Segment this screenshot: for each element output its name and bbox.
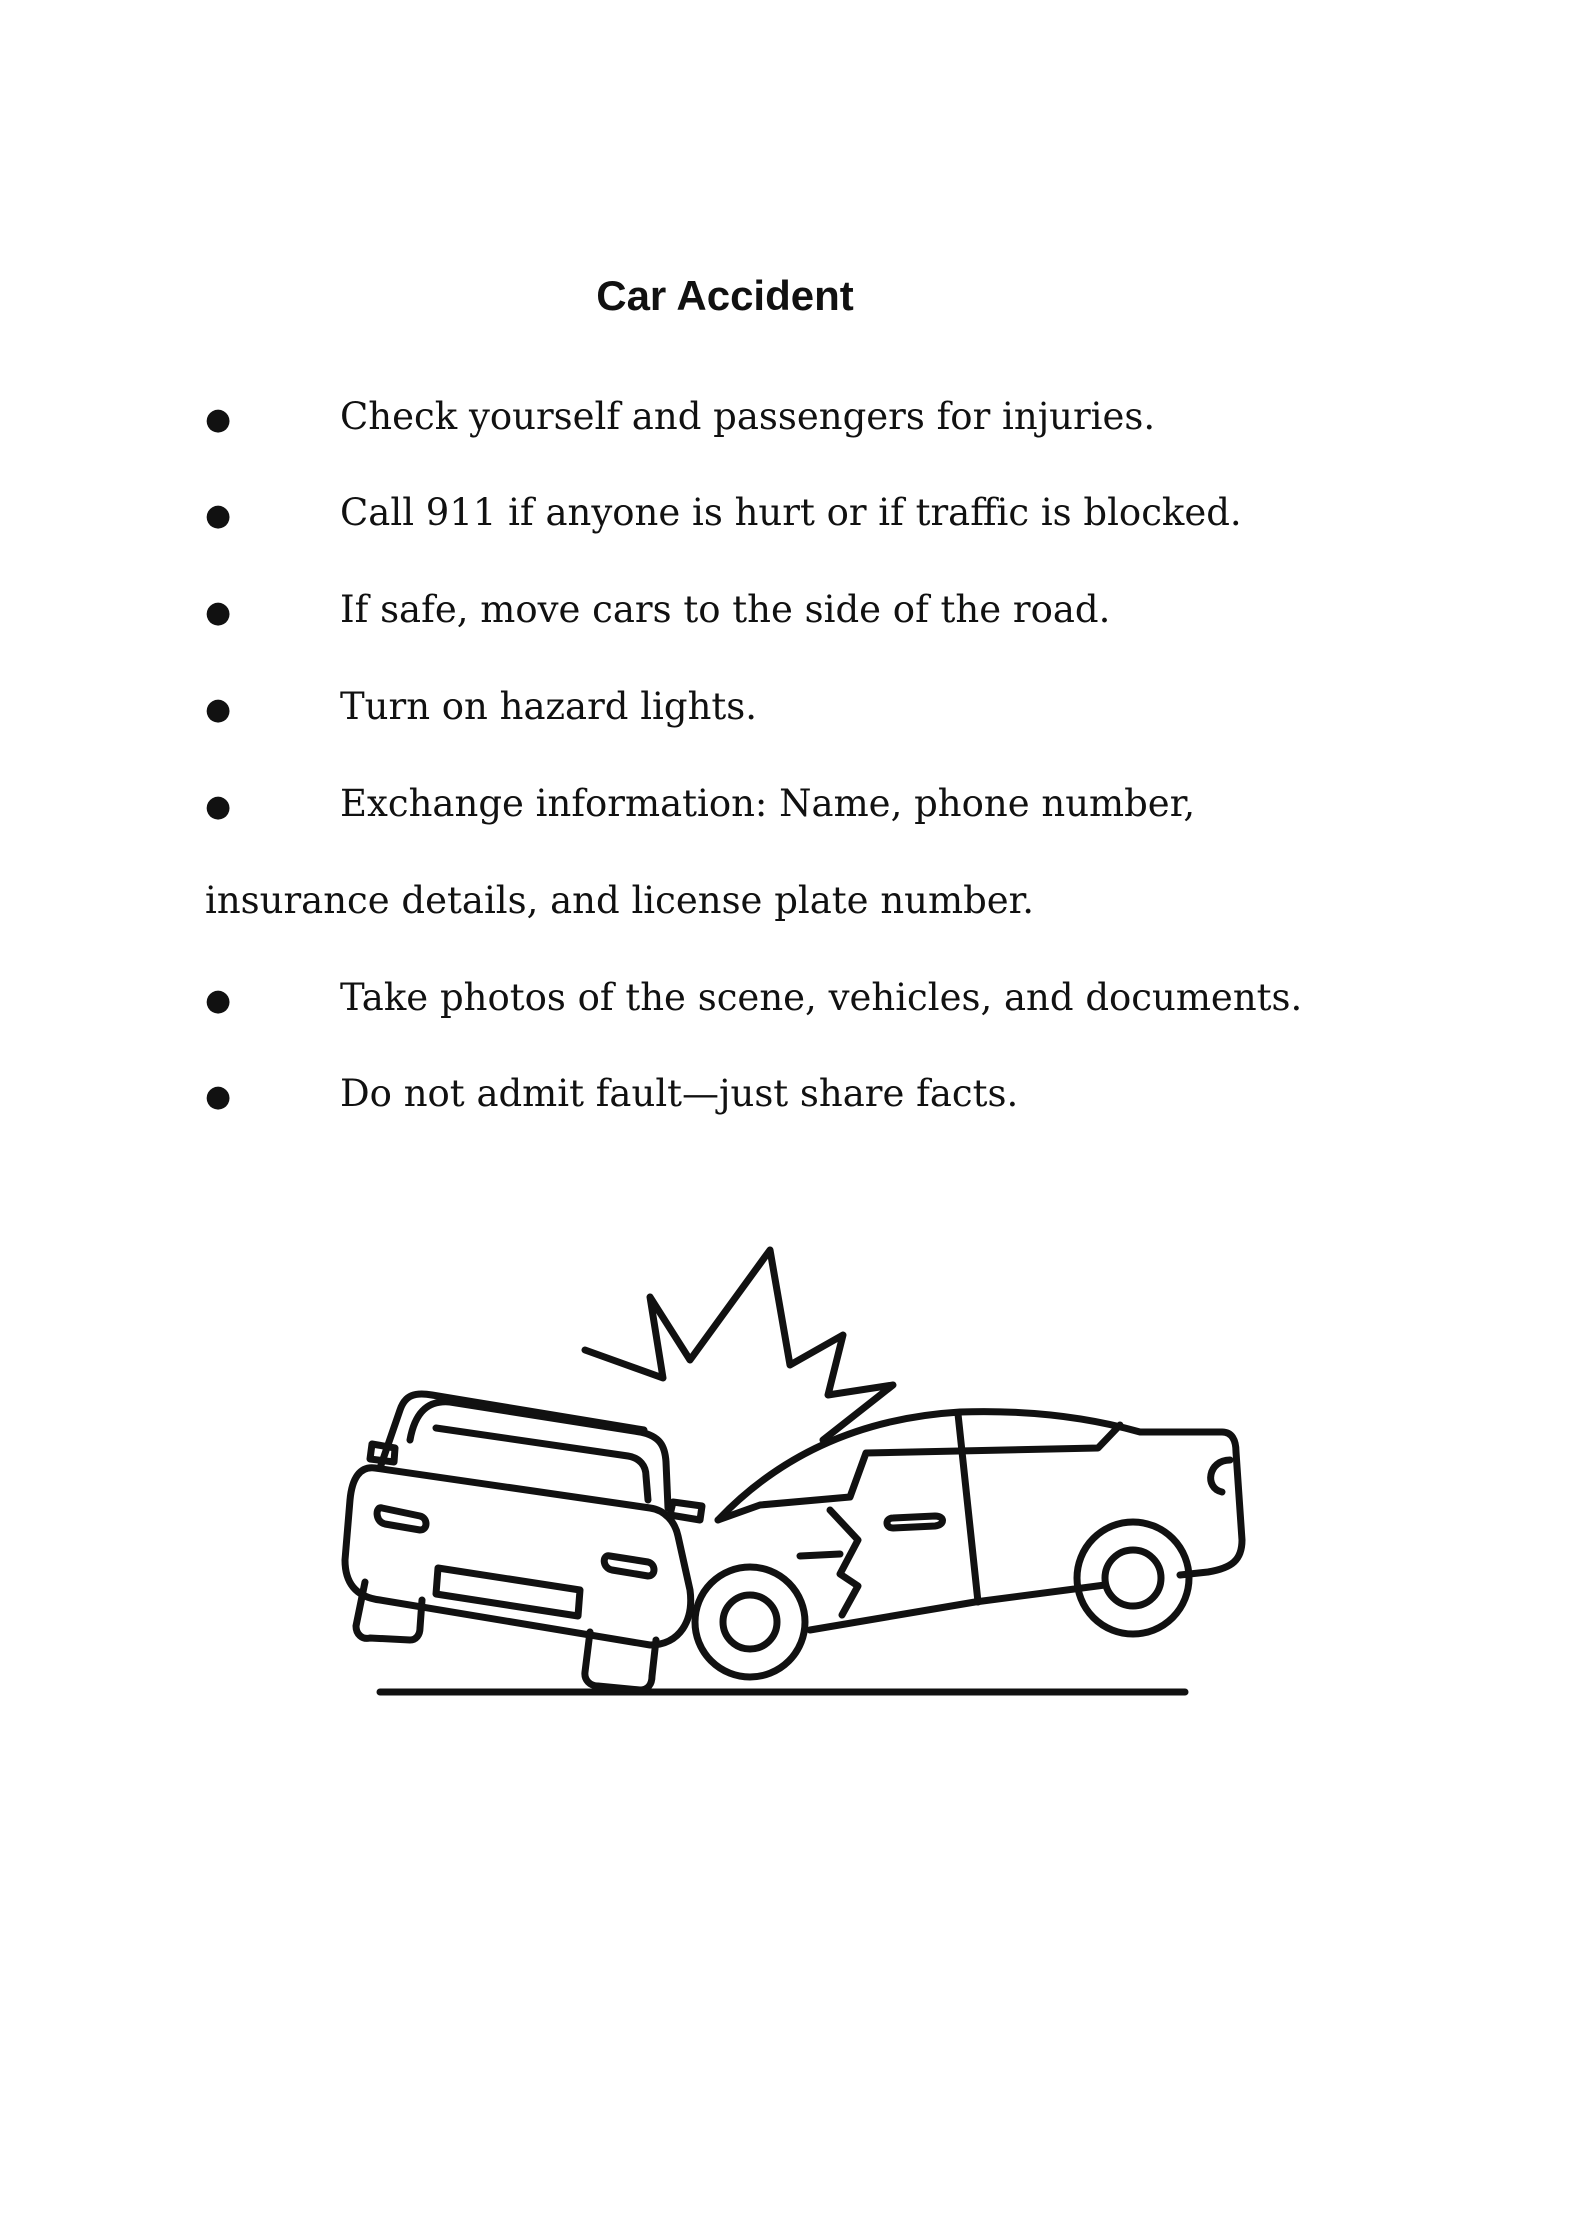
list-item (205, 782, 1196, 825)
list-item (205, 685, 758, 728)
sedan-car (695, 1412, 1242, 1677)
bullet-icon: ● (205, 789, 232, 824)
list-item-text: If safe, move cars to the side of the road. (340, 588, 1111, 631)
bullet-icon: ● (205, 595, 232, 630)
page-title: Car Accident (596, 272, 854, 319)
car-crash-icon (330, 1235, 1250, 1705)
front-car (345, 1394, 702, 1690)
list-item-text: Do not admit fault—just share facts. (340, 1072, 1019, 1115)
list-item (205, 395, 1156, 438)
list-item (205, 491, 1242, 534)
bullet-icon: ● (205, 983, 232, 1018)
list-item-text: Exchange information: Name, phone number, (340, 782, 1196, 825)
bullet-icon: ● (205, 692, 232, 727)
bullet-icon: ● (205, 1079, 232, 1114)
list-item-text: Call 911 if anyone is hurt or if traffic is blocked. (340, 491, 1242, 534)
impact-burst (585, 1250, 893, 1440)
list-item-text: Check yourself and passengers for injuries. (340, 395, 1156, 438)
list-item (205, 1072, 1019, 1115)
list-item (205, 976, 1303, 1019)
bullet-icon: ● (205, 498, 232, 533)
list-item-continuation: insurance details, and license plate number. (205, 879, 1035, 922)
list-item (205, 588, 1111, 631)
list-item-text: Turn on hazard lights. (340, 685, 758, 728)
list-item-text: Take photos of the scene, vehicles, and documents. (340, 976, 1303, 1019)
bullet-icon: ● (205, 402, 232, 437)
